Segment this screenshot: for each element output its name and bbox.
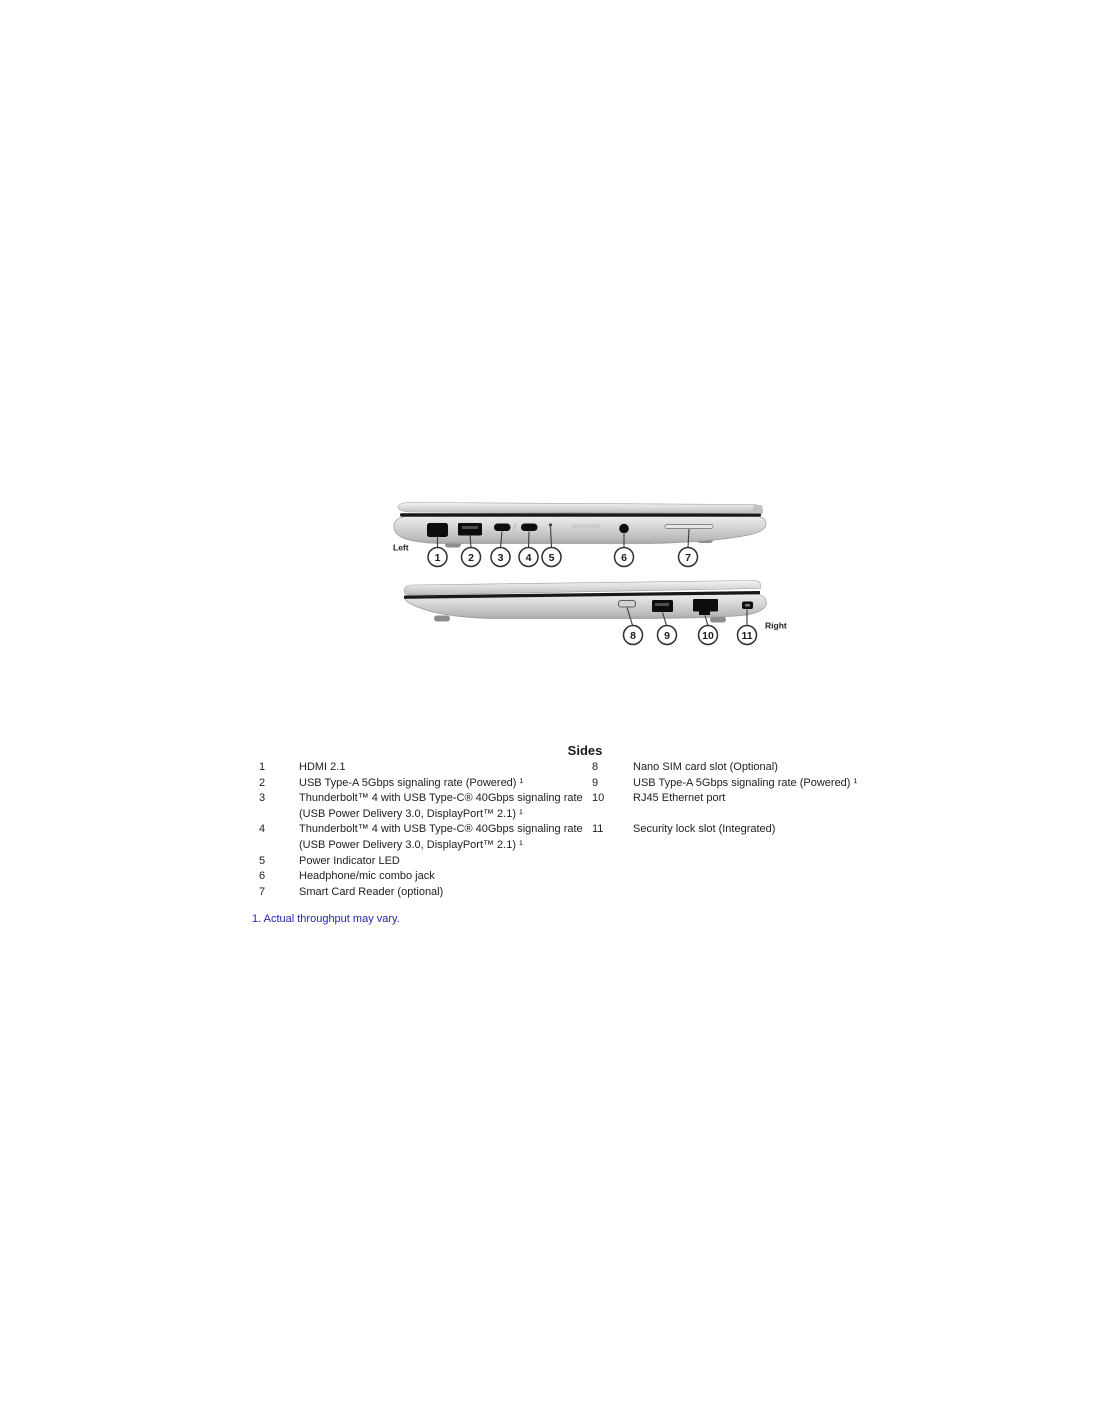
row-text: RJ45 Ethernet port [633, 792, 726, 804]
row-num: 3 [259, 792, 266, 804]
callout-2 [462, 548, 481, 567]
sides-table [250, 740, 920, 918]
svg-text:9: 9 [664, 629, 670, 642]
laptop-foot [434, 616, 450, 622]
row-text: Nano SIM card slot (Optional) [633, 761, 778, 773]
svg-text:7: 7 [685, 551, 691, 564]
row-num: 9 [592, 776, 599, 789]
usb-a-tongue [655, 603, 669, 606]
lid-body-seam [400, 513, 761, 516]
headphone-jack [619, 524, 629, 534]
right-side-view [385, 572, 815, 662]
callout-4 [519, 548, 538, 567]
row-text: Power Indicator LED [299, 854, 400, 867]
row-num: 8 [592, 761, 599, 773]
usb-a-port [458, 523, 482, 536]
row-text: Thunderbolt™ 4 with USB Type-C® 40Gbps signaling rate [299, 823, 583, 835]
row-text: HDMI 2.1 [299, 761, 346, 773]
smart-card-slot [665, 525, 713, 529]
row-text: (USB Power Delivery 3.0, DisplayPort™ 2.1) ¹ [299, 807, 523, 820]
callout-11 [738, 626, 757, 645]
row-text: USB Type-A 5Gbps signaling rate (Powered) ¹ [633, 776, 858, 789]
left-view-label: Left [393, 542, 409, 553]
callout-1 [428, 548, 447, 567]
power-led [549, 523, 552, 526]
svg-text:6: 6 [621, 551, 627, 564]
svg-text:4: 4 [525, 551, 532, 564]
row-text: (USB Power Delivery 3.0, DisplayPort™ 2.1) ¹ [299, 838, 523, 851]
row-text: USB Type-A 5Gbps signaling rate (Powered) ¹ [299, 776, 524, 789]
laptop-lid [398, 503, 763, 514]
callout-5 [542, 548, 561, 567]
row-num: 10 [592, 792, 605, 804]
callout-3 [491, 548, 510, 567]
left-side-view [385, 495, 805, 580]
nano-sim-slot [619, 601, 636, 608]
brand-label: polystudio [573, 523, 601, 530]
table-title: Sides [567, 743, 603, 758]
rj45-notch [699, 611, 710, 615]
row-text: Smart Card Reader (optional) [299, 885, 444, 898]
svg-text:3: 3 [497, 551, 504, 564]
callout-10 [699, 626, 718, 645]
row-text: Thunderbolt™ 4 with USB Type-C® 40Gbps signaling rate [299, 792, 583, 804]
row-text: Security lock slot (Integrated) [633, 823, 776, 835]
row-num: 4 [259, 823, 266, 835]
hdmi-port [427, 523, 448, 537]
hinge-cap [753, 505, 763, 513]
callout-7 [679, 548, 698, 567]
svg-text:8: 8 [630, 629, 636, 642]
right-view-label: Right [765, 620, 787, 631]
callout-8 [624, 626, 643, 645]
svg-text:5: 5 [548, 551, 555, 564]
callout-9 [658, 626, 677, 645]
laptop-body [394, 517, 766, 544]
usb-a-tongue [462, 526, 478, 529]
svg-text:2: 2 [468, 551, 474, 564]
row-num: 5 [259, 854, 266, 867]
usb-c-port [494, 524, 511, 532]
callout-6 [615, 548, 634, 567]
row-text: Headphone/mic combo jack [299, 870, 435, 882]
usb-c-port [521, 524, 538, 532]
footnote: 1. Actual throughput may vary. [252, 913, 400, 925]
security-lock-hole [745, 604, 750, 607]
row-num: 7 [259, 885, 266, 898]
row-num: 6 [259, 870, 266, 882]
svg-text:10: 10 [702, 629, 714, 642]
rj45-ethernet-port [693, 599, 718, 612]
svg-text:1: 1 [434, 551, 441, 564]
svg-text:11: 11 [741, 629, 753, 642]
row-num: 2 [259, 776, 266, 789]
row-num: 1 [259, 761, 266, 773]
row-num: 11 [592, 823, 604, 835]
